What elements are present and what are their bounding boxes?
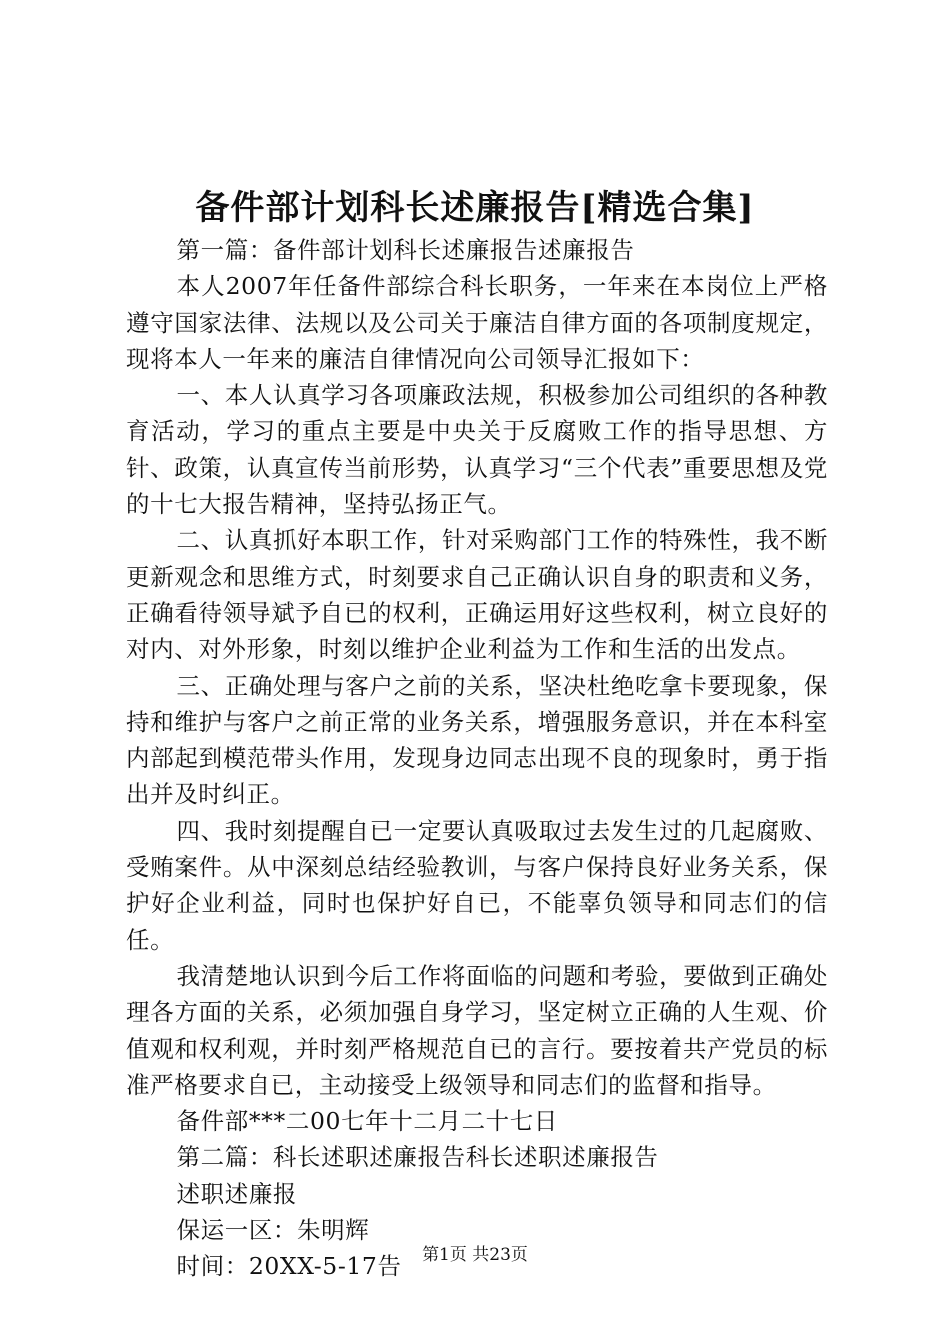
body-paragraph: 二、认真抓好本职工作，针对采购部门工作的特殊性，我不断更新观念和思维方式，时刻要求自己正确认识自身的职责和义务，正确看待领导斌予自已的权利，正确运用好这些权利，树立良好的对内、对外形象，时刻以维护企业利益为工作和生活的出发点。 xyxy=(126,526,828,664)
signature-date-line: 备件部***二00七年十二月二十七日 xyxy=(176,1107,558,1136)
section-heading-1: 第一篇：备件部计划科长述廉报告述廉报告 xyxy=(176,236,635,264)
body-paragraph: 四、我时刻提醒自已一定要认真吸取过去发生过的几起腐败、受贿案件。从中深刻总结经验教训，与客户保持良好业务关系，保护好企业利益，同时也保护好自已，不能辜负领导和同志们的信任。 xyxy=(126,816,828,954)
body-paragraph: 本人2007年任备件部综合科长职务，一年来在本岗位上严格遵守国家法律、法规以及公司关于廉洁自律方面的各项制度规定，现将本人一年来的廉洁自律情况向公司领导汇报如下： xyxy=(126,272,828,373)
author-line: 保运一区：朱明辉 xyxy=(176,1216,370,1245)
page-number-footer: 第1页 共23页 xyxy=(422,1245,528,1265)
document-body xyxy=(126,232,828,1285)
report-subtitle: 述职述廉报 xyxy=(176,1179,298,1208)
body-paragraph: 三、正确处理与客户之前的关系，坚决杜绝吃拿卡要现象，保持和维护与客户之前正常的业务关系，增强服务意识，并在本科室内部起到模范带头作用，发现身边同志出现不良的现象时，勇于指出并及时纠正。 xyxy=(126,671,828,809)
body-paragraph: 我清楚地认识到今后工作将面临的问题和考验，要做到正确处理各方面的关系，必须加强自身学习，坚定树立正确的人生观、价值观和权利观，并时刻严格规范自已的言行。要按着共产党员的标准严格要求自已，主动接受上级领导和同志们的监督和指导。 xyxy=(126,961,828,1099)
section-heading-2: 第二篇：科长述职述廉报告科长述职述廉报告 xyxy=(176,1143,659,1172)
body-paragraph: 一、本人认真学习各项廉政法规，积极参加公司组织的各种教育活动，学习的重点主要是中央关于反腐败工作的指导思想、方针、政策，认真宣传当前形势，认真学习“三个代表”重要思想及党的十七大报告精神，坚持弘扬正气。 xyxy=(126,381,828,519)
document-title: 备件部计划科长述廉报告[精选合集] xyxy=(195,188,755,228)
date-line: 时间：20XX-5-17告 xyxy=(176,1252,402,1281)
